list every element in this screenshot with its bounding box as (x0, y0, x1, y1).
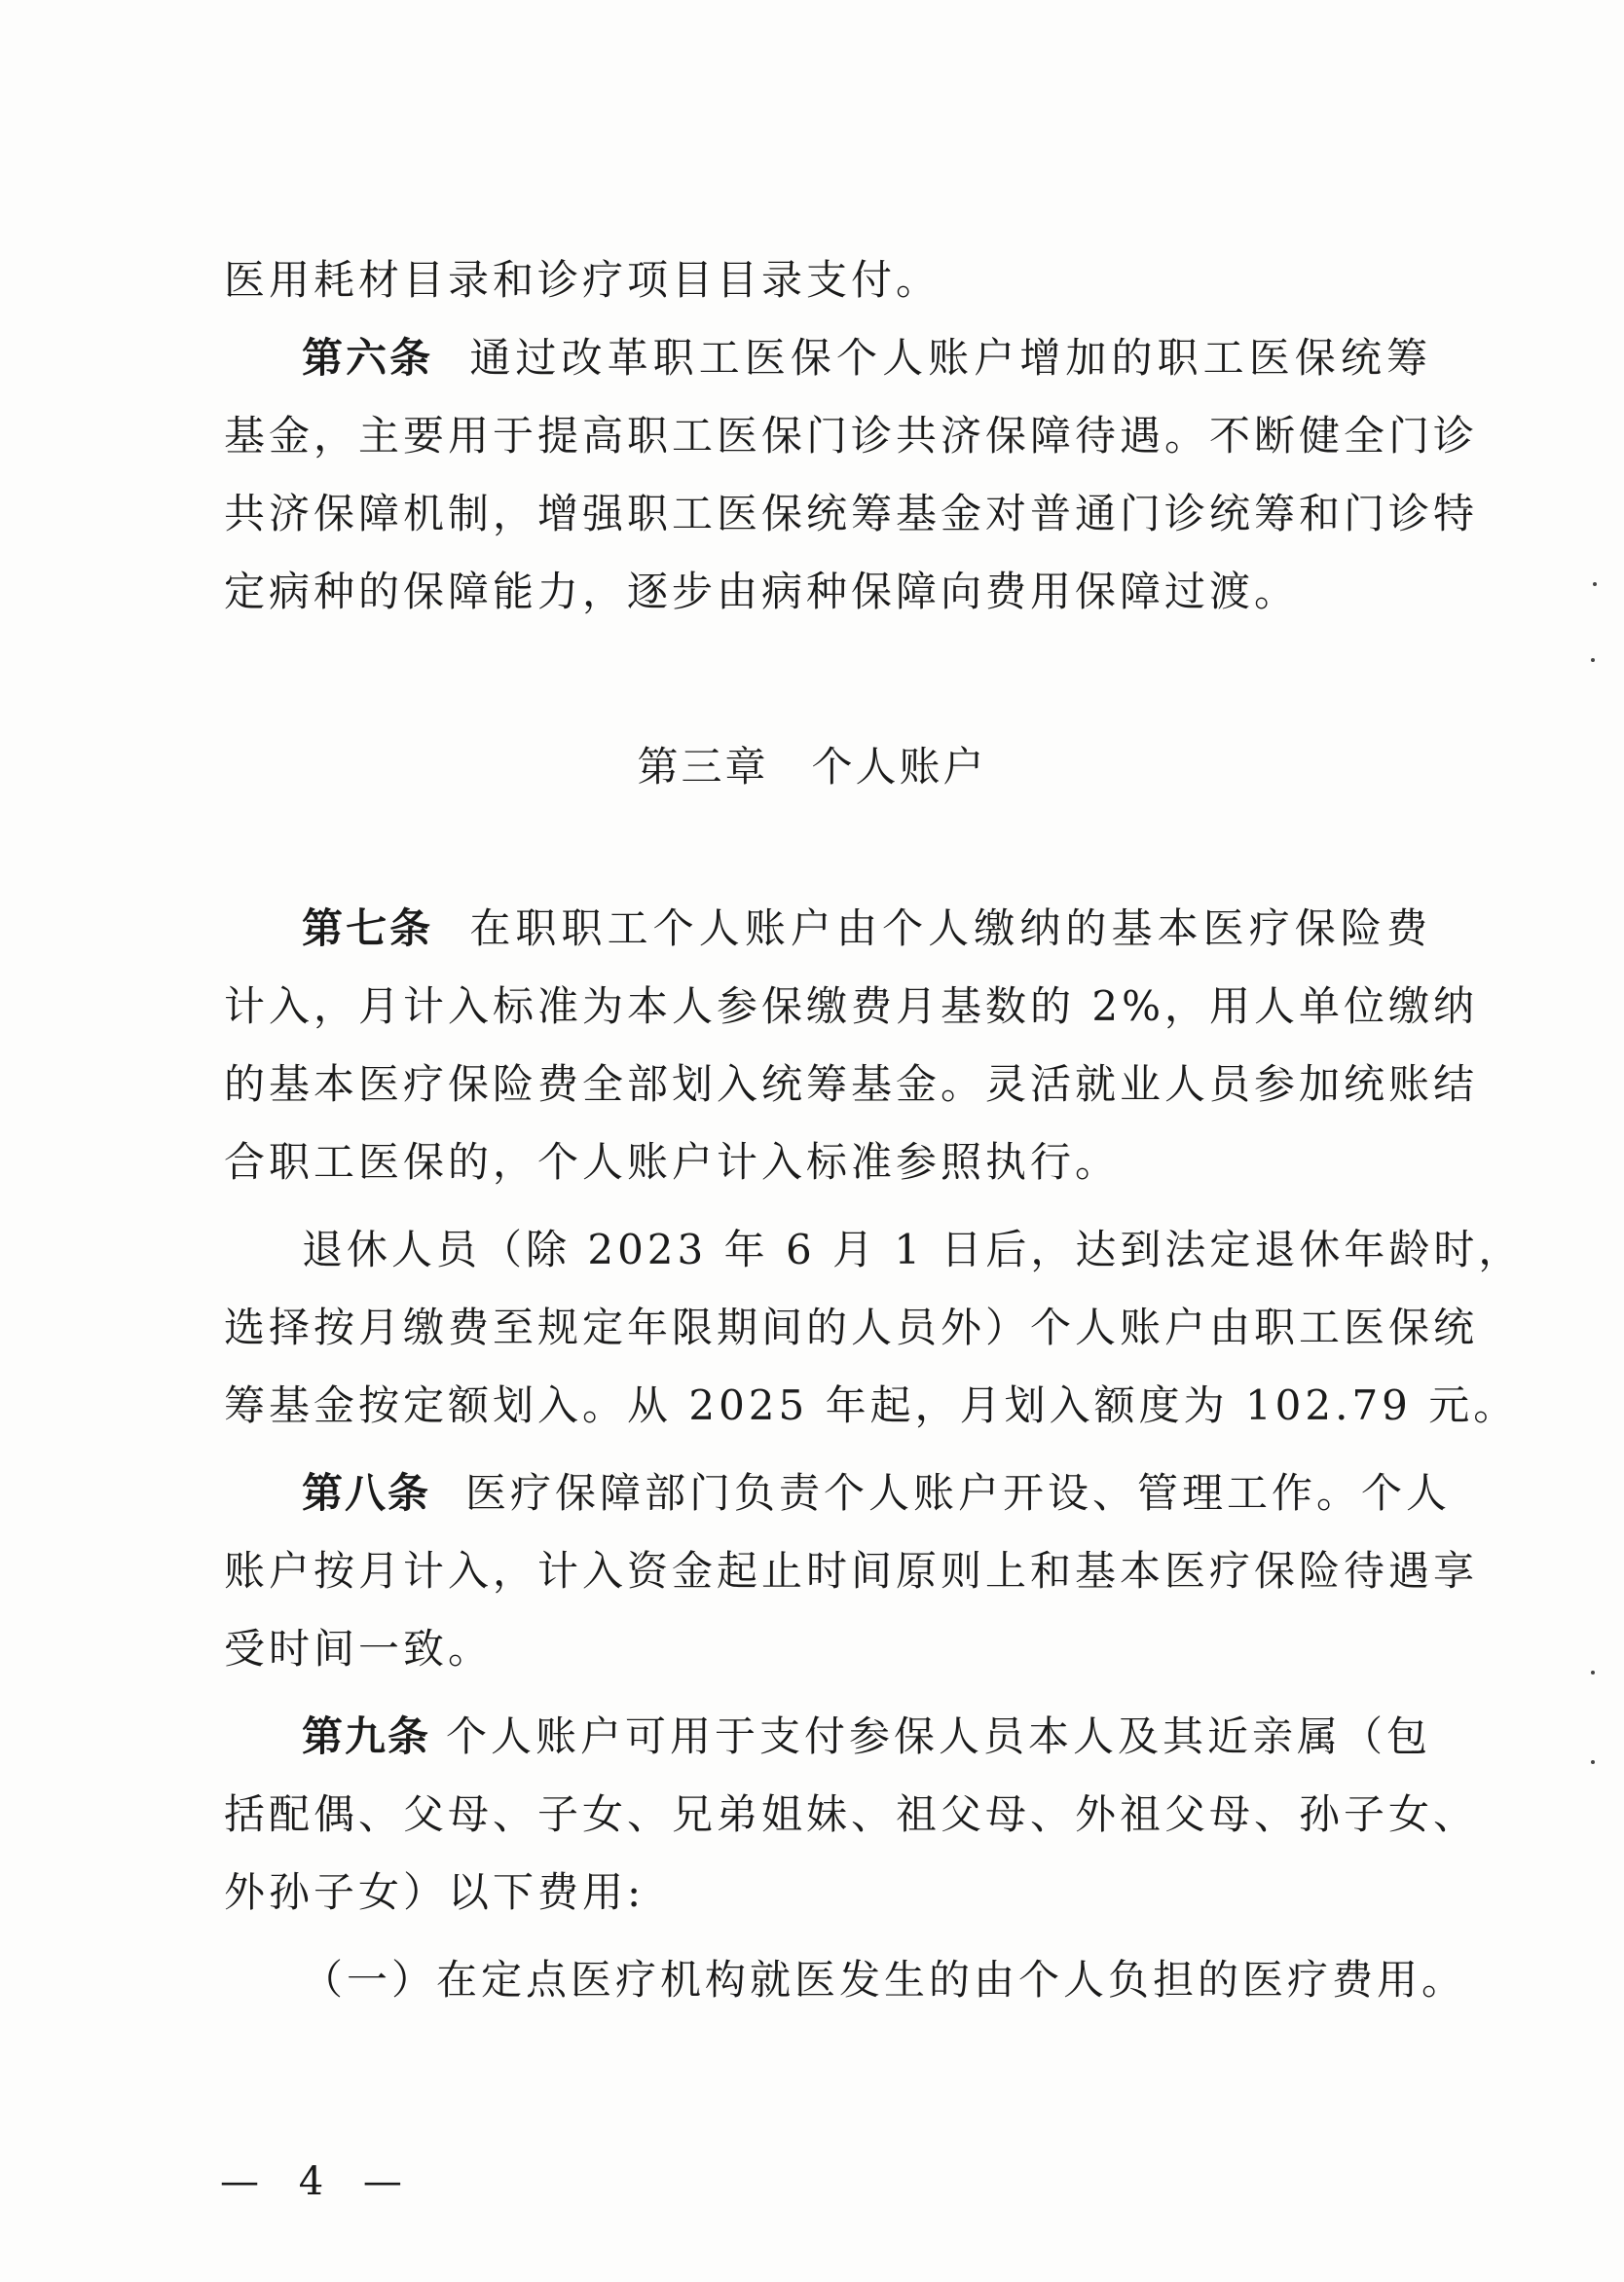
text-line: 定病种的保障能力，逐步由病种保障向费用保障过渡。 (224, 568, 1300, 615)
text-line: 合职工医保的，个人账户计入标准参照执行。 (224, 1138, 1121, 1186)
article-7-first-line (302, 900, 1431, 958)
text-line: 括配偶、父母、子女、兄弟姐妹、祖父母、外祖父母、孙子女、 (224, 1790, 1479, 1838)
text-line: 退休人员（除 2023 年 6 月 1 日后，达到法定退休年龄时， (302, 1226, 1524, 1273)
text-line: 账户按月计入，计入资金起止时间原则上和基本医疗保险待遇享 (224, 1547, 1479, 1595)
article-7-label: 第七条 (302, 904, 434, 952)
article-8-text: 医疗保障部门负责个人账户开设、管理工作。个人 (465, 1469, 1452, 1517)
text-line: 筹基金按定额划入。从 2025 年起，月划入额度为 102.79 元。 (224, 1381, 1519, 1429)
list-item: （一）在定点医疗机构就医发生的由个人负担的医疗费用。 (302, 1956, 1467, 2004)
text-line: 计入，月计入标准为本人参保缴费月基数的 2%，用人单位缴纳 (224, 982, 1478, 1030)
text-line: 的基本医疗保险费全部划入统筹基金。灵活就业人员参加统账结 (224, 1060, 1479, 1108)
scan-speck (1591, 658, 1595, 662)
article-8-first-line (302, 1464, 1452, 1523)
page-number: — 4 — (220, 2159, 416, 2204)
article-9-label: 第九条 (302, 1712, 431, 1760)
article-9-first-line (302, 1708, 1431, 1766)
scan-speck (1591, 1671, 1595, 1675)
text-line: 基金，主要用于提高职工医保门诊共济保障待遇。不断健全门诊 (224, 412, 1479, 460)
text-line: 受时间一致。 (224, 1625, 494, 1673)
article-8-label: 第八条 (302, 1469, 431, 1517)
text-line: 选择按月缴费至规定年限期间的人员外）个人账户由职工医保统 (224, 1304, 1479, 1351)
text-line: 外孙子女）以下费用: (224, 1868, 646, 1916)
article-9-text: 个人账户可用于支付参保人员本人及其近亲属（包 (446, 1712, 1432, 1760)
article-6-first-line (302, 329, 1431, 387)
article-6-text: 通过改革职工医保个人账户增加的职工医保统筹 (468, 334, 1431, 382)
chapter-name: 个人账户 (811, 743, 987, 791)
text-line: 共济保障机制，增强职工医保统筹基金对普通门诊统筹和门诊特 (224, 490, 1479, 537)
chapter-heading (0, 738, 1624, 796)
article-7-text: 在职职工个人账户由个人缴纳的基本医疗保险费 (468, 904, 1431, 952)
scan-speck (1593, 582, 1597, 586)
scan-speck (1591, 1760, 1595, 1764)
text-line: 医用耗材目录和诊疗项目目录支付。 (224, 256, 941, 304)
article-6-label: 第六条 (302, 334, 434, 382)
chapter-number: 第三章 (637, 743, 769, 791)
